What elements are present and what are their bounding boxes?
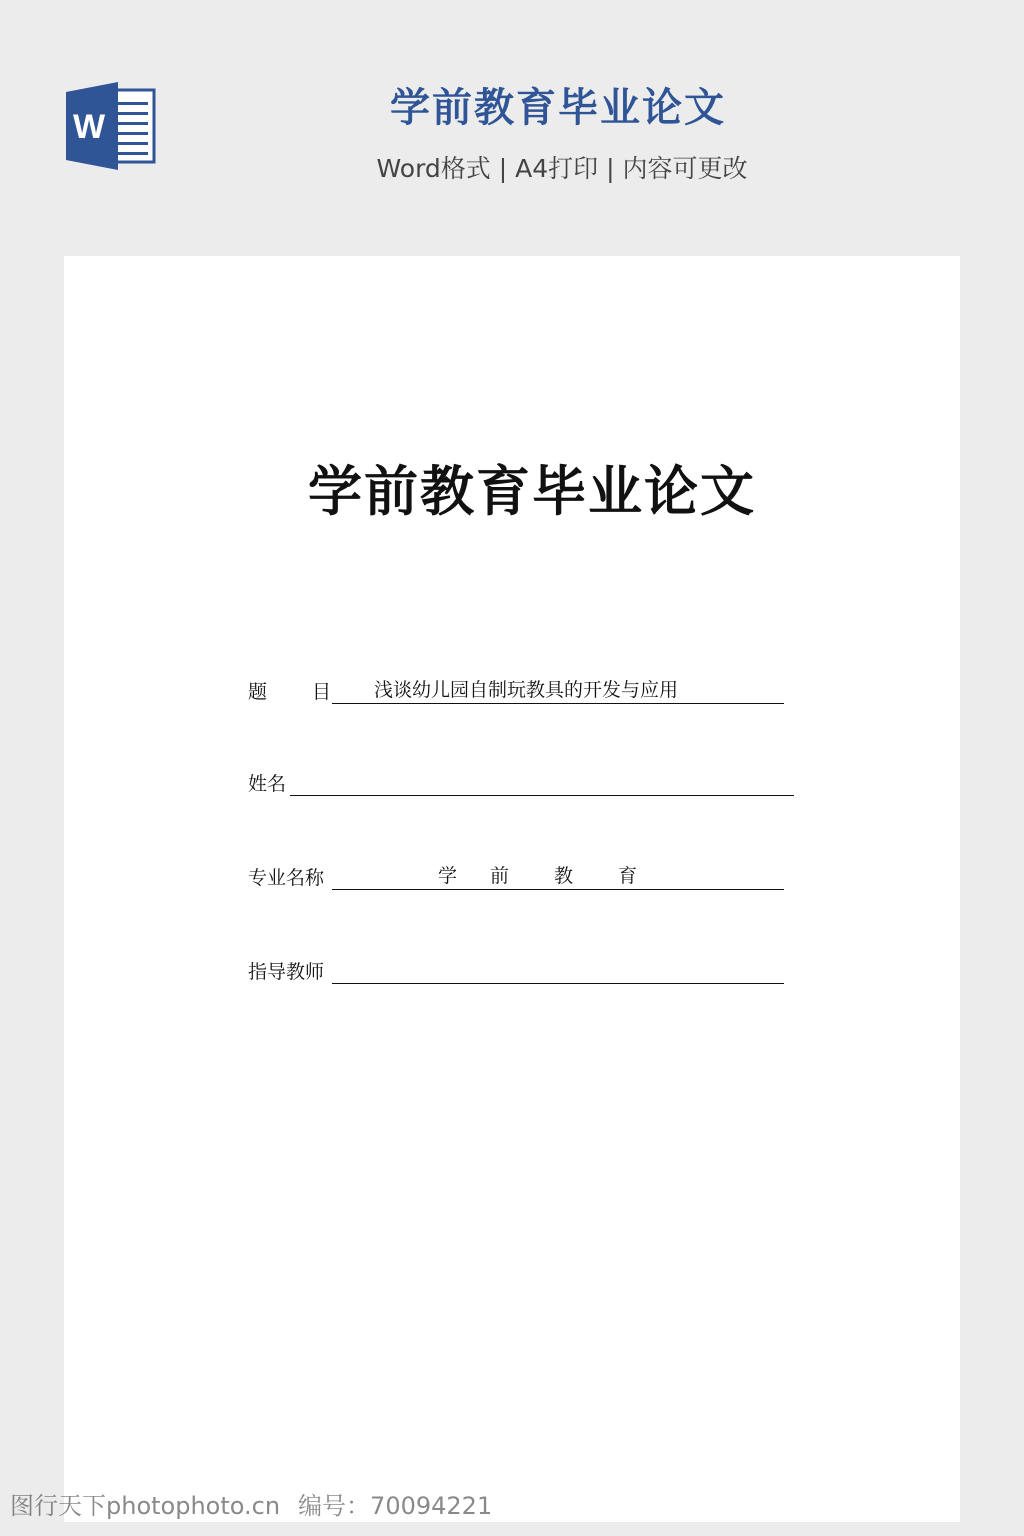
major-label: 专业名称 bbox=[248, 867, 325, 889]
topic-underline bbox=[332, 703, 784, 704]
major-value-char: 学 bbox=[438, 865, 458, 887]
watermark-id: 编号：70094221 bbox=[298, 1492, 493, 1520]
page-header bbox=[0, 0, 1024, 240]
header-title: 学前教育毕业论文 bbox=[390, 85, 726, 131]
watermark-site: 图行天下photophoto.cn bbox=[10, 1492, 281, 1520]
major-value-char: 育 bbox=[618, 865, 638, 887]
topic-field bbox=[248, 676, 788, 706]
header-subtitle: Word格式 | A4打印 | 内容可更改 bbox=[376, 154, 748, 183]
document-page bbox=[64, 256, 960, 1522]
name-label: 姓名 bbox=[248, 773, 287, 795]
advisor-field bbox=[248, 956, 788, 986]
advisor-label: 指导教师 bbox=[248, 961, 325, 983]
topic-label-part2: 目 bbox=[312, 681, 332, 703]
advisor-underline bbox=[332, 983, 784, 984]
major-value-char: 教 bbox=[554, 865, 574, 887]
document-title: 学前教育毕业论文 bbox=[308, 459, 756, 523]
name-underline bbox=[290, 795, 794, 796]
major-underline bbox=[332, 889, 784, 890]
word-icon-letter: W bbox=[72, 108, 106, 146]
watermark bbox=[10, 1494, 492, 1518]
topic-label-part1: 题 bbox=[248, 681, 268, 703]
major-value-char: 前 bbox=[490, 865, 510, 887]
major-field bbox=[248, 862, 788, 892]
name-field bbox=[248, 768, 798, 798]
topic-value: 浅谈幼儿园自制玩教具的开发与应用 bbox=[374, 679, 679, 701]
